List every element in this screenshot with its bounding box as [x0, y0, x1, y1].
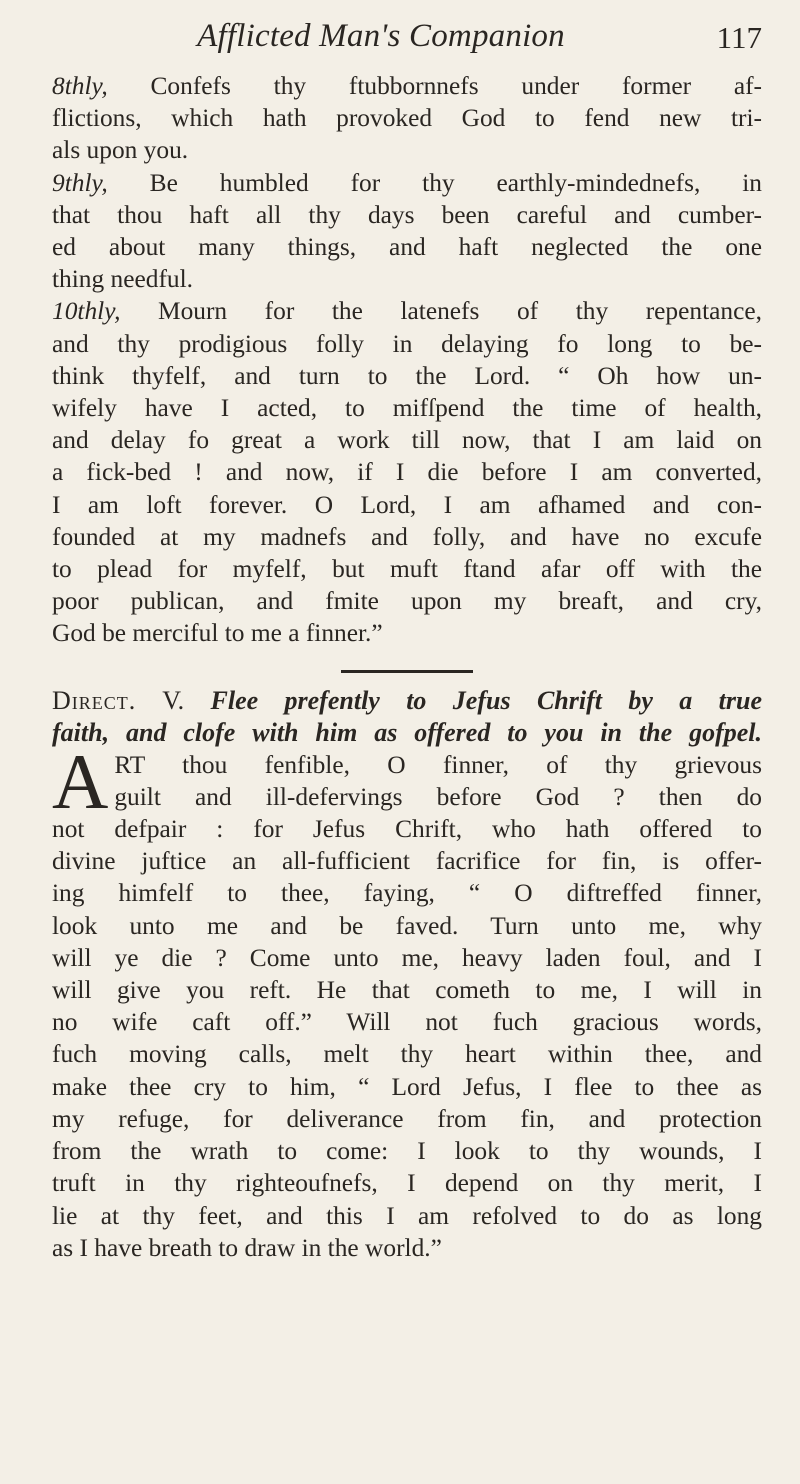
- paragraph-art-thou-sensible: [52, 737, 762, 1264]
- drop-cap: A: [52, 737, 109, 825]
- page-number: 117: [716, 20, 762, 55]
- direction-numeral: V.: [136, 685, 185, 715]
- paragraph-line: lie at thy feet, and this I am refolved to do as long: [52, 1201, 762, 1230]
- paragraph-line: and thy prodigious folly in delaying fo long to be-: [52, 329, 762, 358]
- paragraph-line: from the wrath to come: I look to thy wounds, I: [52, 1137, 762, 1166]
- direction-label: Direct.: [52, 685, 137, 715]
- paragraph-line: founded at my madnefs and folly, and have no excufe: [52, 522, 762, 551]
- paragraph-line: als upon you.: [52, 136, 189, 165]
- paragraph-line: guilt and ill-defervings before God ? then do: [114, 782, 762, 811]
- paragraph-line: fuch moving calls, melt thy heart within thee, and: [52, 1040, 762, 1069]
- paragraph-line: flictions, which hath provoked God to fend new tri-: [52, 104, 762, 133]
- direction-heading: [52, 685, 762, 749]
- page-header: [0, 12, 762, 60]
- paragraph-10thly: [52, 295, 762, 649]
- paragraph-line: a fick-bed ! and now, if I die before I am converted,: [52, 458, 762, 487]
- paragraph-line: think thyfelf, and turn to the Lord. “ Oh how un-: [52, 361, 762, 390]
- paragraph-line: no wife caft off.” Will not fuch gracious words,: [52, 1008, 762, 1037]
- paragraph-line: truft in thy righteoufnefs, I depend on thy merit, I: [52, 1169, 762, 1198]
- paragraph-8thly: [52, 70, 762, 167]
- paragraph-line: and delay fo great a work till now, that I am laid on: [52, 426, 762, 455]
- direction-title-line: faith, and clofe with him as offered to you in the gofpel.: [52, 717, 762, 747]
- paragraph-line: God be merciful to me a finner.”: [52, 619, 383, 648]
- paragraph-line: not defpair : for Jefus Chrift, who hath offered to: [52, 815, 762, 844]
- paragraph-ordinal: 10thly,: [52, 297, 121, 326]
- body-text: [52, 70, 762, 1264]
- paragraph-line: to plead for myfelf, but muft ftand afar off with the: [52, 555, 762, 584]
- paragraph-line: ed about many things, and haft neglected the one: [52, 233, 762, 262]
- paragraph-line: my refuge, for deliverance from fin, and protection: [52, 1104, 762, 1133]
- paragraph-line: RT thou fenfible, O finner, of thy grievous: [114, 750, 762, 779]
- paragraph-line: will give you reft. He that cometh to me, I will in: [52, 976, 762, 1005]
- paragraph-line: ing himfelf to thee, faying, “ O diftreffed finner,: [52, 879, 762, 908]
- paragraph-line: make thee cry to him, “ Lord Jefus, I flee to thee as: [52, 1072, 762, 1101]
- paragraph-ordinal: 8thly,: [52, 72, 108, 100]
- paragraph-line: will ye die ? Come unto me, heavy laden foul, and I: [52, 943, 762, 972]
- paragraph-9thly: [52, 167, 762, 296]
- running-title: Afflicted Man's Companion: [197, 18, 565, 54]
- paragraph-line: look unto me and be faved. Turn unto me, why: [52, 911, 762, 940]
- paragraph-line: Mourn for the latenefs of thy repentance,: [120, 297, 762, 326]
- paragraph-line: that thou haft all thy days been careful and cumber-: [52, 200, 762, 229]
- paragraph-line: I am loft forever. O Lord, I am afhamed and con-: [52, 490, 762, 519]
- section-divider: [341, 670, 473, 673]
- direction-title-line: Flee prefently to Jefus Chrift by a true: [184, 685, 762, 715]
- paragraph-line: Be humbled for thy earthly-mindednefs, in: [107, 168, 762, 197]
- paragraph-line: poor publican, and fmite upon my breaft, and cry,: [52, 587, 762, 616]
- paragraph-ordinal: 9thly,: [52, 168, 108, 197]
- paragraph-line: wifely have I acted, to mifſpend the time of health,: [52, 394, 762, 423]
- paragraph-line: as I have breath to draw in the world.”: [52, 1233, 442, 1262]
- paragraph-line: Confefs thy ftubbornnefs under former af-: [107, 72, 762, 100]
- paragraph-line: thing needful.: [52, 265, 194, 294]
- paragraph-line: divine juftice an all-fufficient facrifice for fin, is offer-: [52, 847, 762, 876]
